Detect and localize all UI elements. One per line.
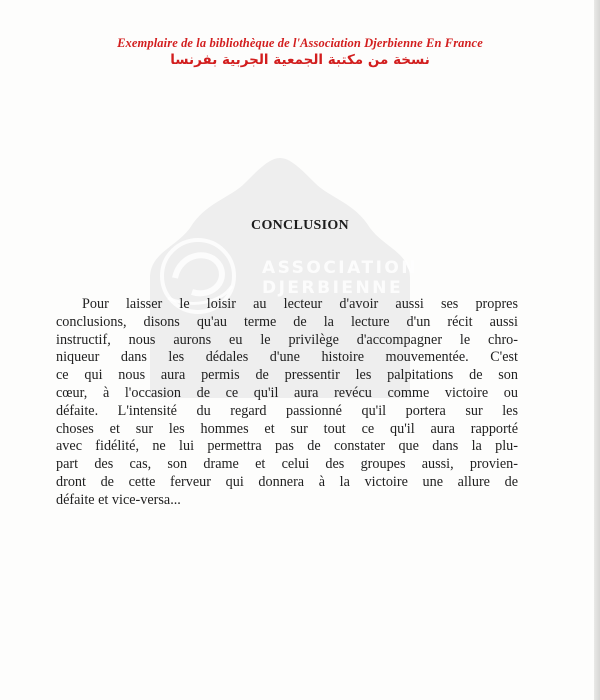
- paragraph-line: choses et sur les hommes et sur tout ce qu'il aura rapporté: [56, 420, 518, 437]
- paragraph-line: Pour laisser le loisir au lecteur d'avoir aussi ses propres: [82, 296, 518, 312]
- page-edge-shadow: [594, 0, 600, 700]
- paragraph-line: défaite. L'intensité du regard passionné qu'il portera sur les: [56, 402, 518, 419]
- paragraph-line: conclusions, disons qu'au terme de la lecture d'un récit aussi: [56, 313, 518, 330]
- paragraph-line: niqueur dans les dédales d'une histoire mouvementée. C'est: [56, 349, 518, 366]
- paragraph-line: part des cas, son drame et celui des groupes aussi, provien-: [56, 456, 518, 473]
- watermark-text: [262, 258, 418, 298]
- paragraph-line: avec fidélité, ne lui permettra pas de constater que dans la plu-: [56, 438, 518, 455]
- paragraph-line: défaite et vice-versa...: [56, 491, 181, 508]
- paragraph-line: instructif, nous aurons eu le privilège d'accompagner le chro-: [56, 331, 518, 348]
- watermark-line-1: ASSOCIATION: [262, 258, 419, 278]
- paragraph-line: cœur, à l'occasion de ce qu'il aura revécu comme victoire ou: [56, 384, 518, 401]
- conclusion-paragraph: [56, 296, 518, 510]
- library-stamp: [0, 36, 600, 68]
- paragraph-line: ce qui nous aura permis de pressentir les palpitations de son: [56, 367, 518, 384]
- paragraph-line: dront de cette ferveur qui donnera à la victoire une allure de: [56, 473, 518, 490]
- page-title: CONCLUSION: [251, 218, 349, 233]
- stamp-arabic-text: نسخة من مكتبة الجمعية الجربية بفرنسا: [170, 52, 430, 68]
- watermark-line-2: DJERBIENNE: [262, 278, 404, 298]
- stamp-french-text: Exemplaire de la bibliothèque de l'Association Djerbienne En France: [117, 36, 483, 50]
